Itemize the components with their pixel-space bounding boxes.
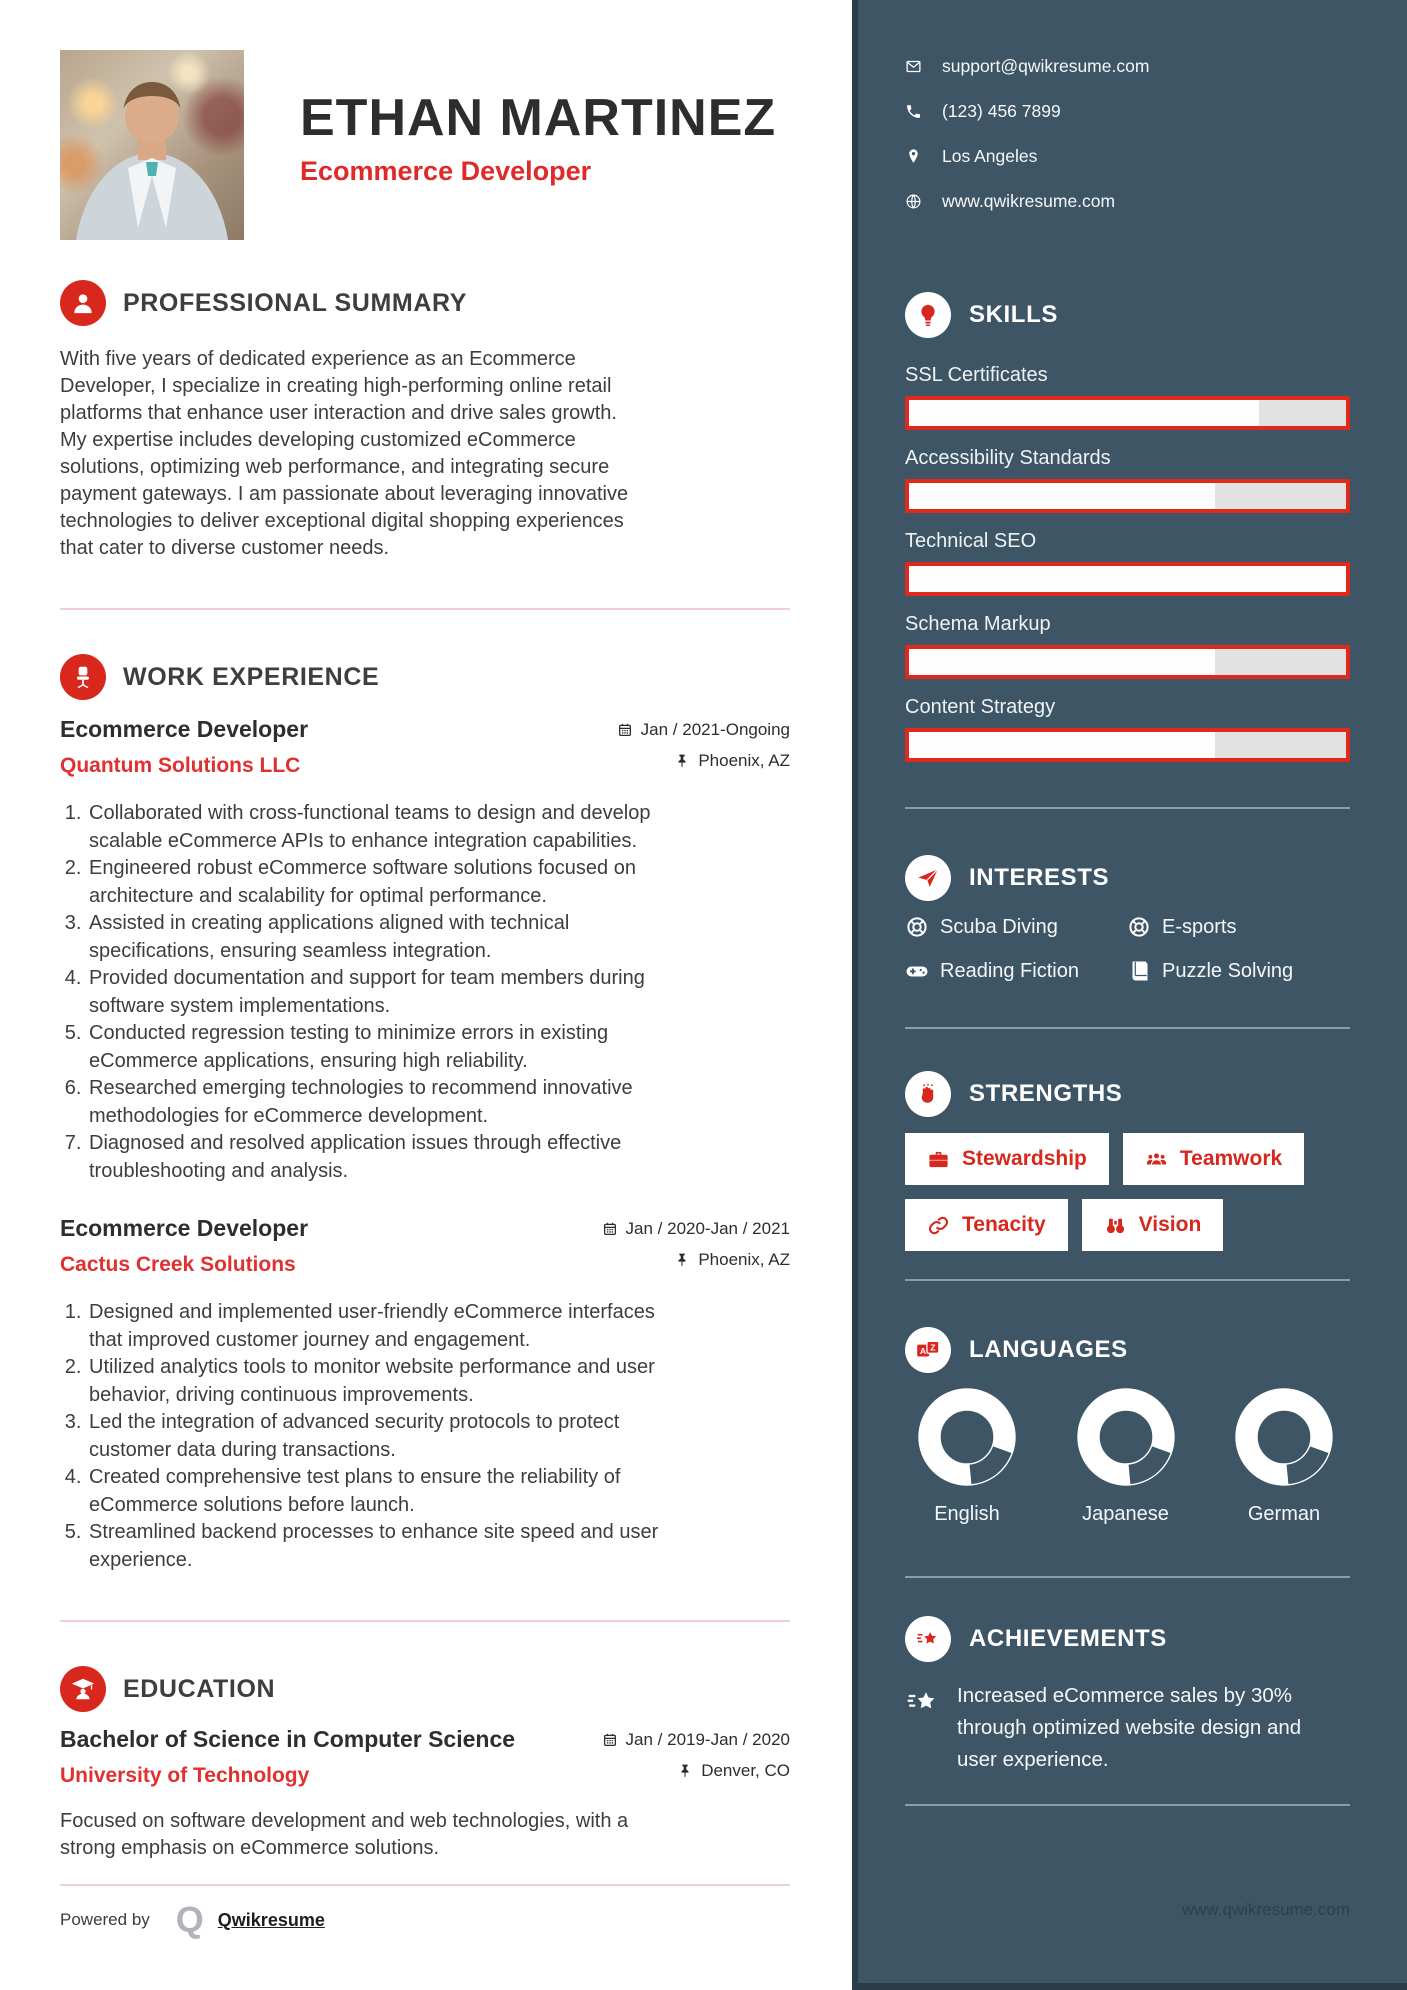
skill-bar: [905, 645, 1350, 679]
job-title: Ecommerce Developer: [60, 1215, 309, 1241]
skill-label: Technical SEO: [905, 530, 1037, 552]
interest-label: Reading Fiction: [940, 959, 1079, 982]
skill-bar: [905, 562, 1350, 596]
job-dates: Jan / 2021-Ongoing: [640, 720, 790, 739]
sidebar-divider: [905, 1027, 1350, 1029]
job-bullet: 5. Conducted regression testing to minimize errors in existing eCommerce applications, ensuring high reliability.: [87, 1020, 669, 1075]
book-icon: [1127, 959, 1151, 983]
education-section: [60, 1666, 790, 1862]
contact-email: support@qwikresume.com: [942, 56, 1150, 76]
skill-bar: [905, 728, 1350, 762]
interests-grid: [905, 915, 1350, 983]
candidate-title: Ecommerce Developer: [300, 156, 592, 186]
skill-item: [905, 613, 1350, 679]
qwikresume-logo-icon: Q: [175, 1899, 204, 1940]
languages-section: [905, 1327, 1350, 1526]
lifebuoy-icon: [905, 915, 929, 939]
skill-item: [905, 530, 1350, 596]
envelope-icon: [905, 58, 922, 75]
strengths-section: [905, 1071, 1350, 1251]
achievement-item: [905, 1680, 1305, 1776]
language-donut-chart: [1076, 1387, 1176, 1487]
chain-link-icon: [927, 1214, 950, 1237]
skill-item: [905, 364, 1350, 430]
identity-header: [60, 50, 790, 240]
education-location: Denver, CO: [701, 1761, 790, 1780]
location-pin-icon: [905, 148, 922, 165]
summary-text: With five years of dedicated experience as an Ecommerce Developer, I specialize in creating high-performing online retail platforms that enhance user interaction and drive sales growth. My expertise includes developing customized eCommerce solutions, optimizing web performance, and integrating secure payment gateways. I am passionate about leveraging innovative technologies to deliver exceptional digital shopping experiences that cater to diverse customer needs.: [60, 348, 629, 559]
language-label: English: [934, 1503, 1000, 1525]
interest-item: [1127, 915, 1350, 939]
job-entry: [60, 716, 790, 1185]
work-experience-section: [60, 654, 790, 1574]
summary-heading: PROFESSIONAL SUMMARY: [123, 288, 467, 317]
pushpin-icon: [677, 1763, 693, 1779]
translate-icon: [905, 1327, 951, 1373]
job-location: Phoenix, AZ: [698, 751, 790, 770]
skill-label: Accessibility Standards: [905, 447, 1111, 469]
education-school: University of Technology: [60, 1764, 310, 1787]
contact-website: www.qwikresume.com: [942, 191, 1116, 211]
job-dates: Jan / 2020-Jan / 2021: [625, 1219, 790, 1238]
svg-text:Z: Z: [930, 1342, 936, 1353]
skill-bar-fill: [909, 483, 1215, 509]
job-location: Phoenix, AZ: [698, 1250, 790, 1269]
contact-email-row[interactable]: [905, 56, 1350, 77]
education-title-block: [60, 1726, 515, 1788]
skill-label: Content Strategy: [905, 696, 1056, 718]
job-bullet: 3. Assisted in creating applications aligned with technical specifications, ensuring seamless integration.: [87, 910, 669, 965]
job-bullet-list: [60, 1299, 669, 1574]
sidebar-divider: [905, 1576, 1350, 1578]
calendar-icon: [602, 1732, 618, 1748]
job-bullet: 3. Led the integration of advanced security protocols to protect customer data during transactions.: [87, 1409, 669, 1464]
sidebar-divider: [905, 807, 1350, 809]
identity-text: [300, 50, 776, 240]
skill-bar: [905, 479, 1350, 513]
strengths-heading: STRENGTHS: [969, 1080, 1123, 1107]
calendar-icon: [602, 1221, 618, 1237]
sidebar-column: [852, 0, 1407, 1990]
skill-bar-fill: [909, 649, 1215, 675]
job-bullet: 4. Provided documentation and support for team members during software system implementations.: [87, 965, 669, 1020]
candidate-name: ETHAN MARTINEZ: [300, 89, 777, 147]
person-icon: [60, 280, 106, 326]
profile-photo: [60, 50, 244, 240]
job-meta: [617, 716, 790, 782]
job-meta: [602, 1215, 790, 1281]
language-donut-chart: [1234, 1387, 1334, 1487]
strength-chip: [1123, 1133, 1304, 1185]
language-item: [1066, 1387, 1186, 1526]
job-company: Quantum Solutions LLC: [60, 754, 301, 777]
gamepad-icon: [905, 959, 929, 983]
language-donuts: [905, 1387, 1350, 1526]
contact-phone-row: [905, 101, 1350, 122]
contact-phone: (123) 456 7899: [942, 101, 1061, 121]
strength-label: Stewardship: [962, 1147, 1087, 1170]
interests-section: [905, 855, 1350, 983]
job-bullet: 1. Collaborated with cross-functional teams to design and develop scalable eCommerce APIs to enhance integration capabilities.: [87, 800, 669, 855]
education-dates-row: [602, 1730, 790, 1750]
office-chair-icon: [60, 654, 106, 700]
strength-label: Teamwork: [1179, 1147, 1283, 1170]
pushpin-icon: [674, 1252, 690, 1268]
skill-label: SSL Certificates: [905, 364, 1048, 386]
job-bullet: 1. Designed and implemented user-friendly eCommerce interfaces that improved customer journey and engagement.: [87, 1299, 669, 1354]
strengths-chips: [905, 1133, 1350, 1251]
work-heading-row: [60, 654, 790, 700]
strength-chip: [1082, 1199, 1224, 1251]
education-meta: [602, 1726, 790, 1792]
job-bullet: 7. Diagnosed and resolved application issues through effective troubleshooting and analysis.: [87, 1130, 669, 1185]
interest-item: [905, 915, 1127, 939]
contact-location-row: [905, 146, 1350, 167]
job-bullet: 5. Streamlined backend processes to enhance site speed and user experience.: [87, 1519, 669, 1574]
job-location-row: [602, 1250, 790, 1270]
strength-chip: [905, 1199, 1068, 1251]
skill-bar-fill: [909, 732, 1215, 758]
section-divider: [60, 608, 790, 610]
achievements-heading-row: [905, 1616, 1350, 1662]
skill-label: Schema Markup: [905, 613, 1051, 635]
interest-item: [1127, 959, 1350, 983]
globe-icon: [905, 193, 922, 210]
skill-bar-fill: [909, 566, 1346, 592]
profile-photo-silhouette: [60, 50, 244, 240]
job-title-block: [60, 1215, 308, 1277]
footer-row: [60, 1899, 790, 1940]
paper-plane-icon: [905, 855, 951, 901]
language-label: German: [1247, 1503, 1321, 1525]
strength-label: Vision: [1138, 1213, 1202, 1236]
job-bullet: 2. Engineered robust eCommerce software solutions focused on architecture and scalability for optimal performance.: [87, 855, 669, 910]
interest-label: E-sports: [1162, 915, 1237, 938]
briefcase-icon: [927, 1148, 950, 1171]
footer: [60, 1884, 790, 1938]
education-description: Focused on software development and web technologies, with a strong emphasis on eCommerce solutions.: [60, 1810, 629, 1859]
job-bullet: 2. Utilized analytics tools to monitor website performance and user behavior, driving continuous improvements.: [87, 1354, 669, 1409]
job-dates-row: [617, 720, 790, 740]
education-degree: Bachelor of Science in Computer Science: [60, 1726, 516, 1752]
summary-heading-row: [60, 280, 790, 326]
powered-by-label: Powered by: [60, 1910, 150, 1929]
graduate-icon: [60, 1666, 106, 1712]
education-location-row: [602, 1761, 790, 1781]
strengths-heading-row: [905, 1071, 1350, 1117]
job-location-row: [617, 751, 790, 771]
language-item: [907, 1387, 1027, 1526]
skill-item: [905, 696, 1350, 762]
skills-section: [905, 292, 1350, 762]
sidebar-divider: [905, 1279, 1350, 1281]
job-entry: [60, 1215, 790, 1574]
contact-section: [905, 56, 1350, 212]
interest-item: [905, 959, 1127, 983]
achievements-section: [905, 1616, 1350, 1776]
languages-heading: LANGUAGES: [969, 1336, 1128, 1363]
phone-icon: [905, 103, 922, 120]
education-dates: Jan / 2019-Jan / 2020: [625, 1730, 790, 1749]
lightbulb-icon: [905, 292, 951, 338]
job-title: Ecommerce Developer: [60, 716, 309, 742]
contact-city: Los Angeles: [942, 146, 1038, 166]
job-title-block: [60, 716, 308, 778]
skill-bar-fill: [909, 400, 1259, 426]
skill-bar: [905, 396, 1350, 430]
skills-heading: SKILLS: [969, 301, 1058, 328]
interests-heading: INTERESTS: [969, 864, 1110, 891]
education-heading: EDUCATION: [123, 1674, 276, 1703]
interest-label: Puzzle Solving: [1162, 959, 1294, 982]
fist-icon: [905, 1071, 951, 1117]
contact-website-row[interactable]: [905, 191, 1350, 212]
job-bullet: 6. Researched emerging technologies to recommend innovative methodologies for eCommerce development.: [87, 1075, 669, 1130]
skills-heading-row: [905, 292, 1350, 338]
job-header: [60, 716, 790, 782]
summary-section: [60, 280, 790, 562]
team-icon: [1145, 1148, 1168, 1171]
language-donut-chart: [917, 1387, 1017, 1487]
strength-label: Tenacity: [962, 1213, 1046, 1236]
watermark: www.qwikresume.com: [1181, 1900, 1350, 1919]
skill-item: [905, 447, 1350, 513]
interest-label: Scuba Diving: [940, 915, 1058, 938]
interests-heading-row: [905, 855, 1350, 901]
work-heading: WORK EXPERIENCE: [123, 662, 380, 691]
job-dates-row: [602, 1219, 790, 1239]
qwikresume-link[interactable]: Qwikresume: [217, 1909, 325, 1930]
shooting-star-icon: [905, 1684, 941, 1720]
job-bullet: 4. Created comprehensive test plans to ensure the reliability of eCommerce solutions before launch.: [87, 1464, 669, 1519]
achievements-heading: ACHIEVEMENTS: [969, 1625, 1167, 1652]
education-heading-row: [60, 1666, 790, 1712]
lifebuoy-icon: [1127, 915, 1151, 939]
svg-text:A: A: [919, 1345, 927, 1356]
job-company: Cactus Creek Solutions: [60, 1253, 296, 1276]
strength-chip: [905, 1133, 1109, 1185]
pushpin-icon: [674, 753, 690, 769]
job-bullet-list: [60, 800, 669, 1185]
job-header: [60, 1215, 790, 1281]
language-item: [1224, 1387, 1344, 1526]
section-divider: [60, 1620, 790, 1622]
achievement-text: Increased eCommerce sales by 30% through optimized website design and user experience.: [957, 1684, 1302, 1771]
shooting-star-icon: [905, 1616, 951, 1662]
education-header: [60, 1726, 790, 1792]
calendar-icon: [617, 722, 633, 738]
binoculars-icon: [1104, 1214, 1127, 1237]
footer-divider: [60, 1884, 790, 1886]
languages-heading-row: [905, 1327, 1350, 1373]
language-label: Japanese: [1082, 1503, 1169, 1525]
sidebar-divider: [905, 1804, 1350, 1806]
